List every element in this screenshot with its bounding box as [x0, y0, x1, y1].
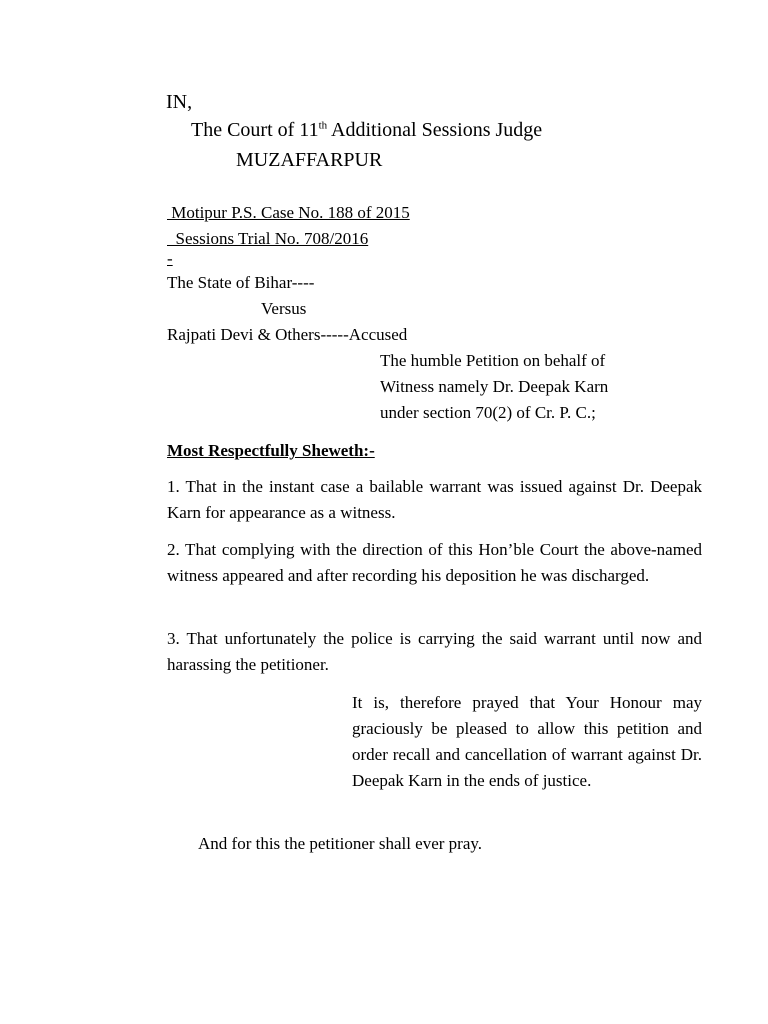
- versus-label: Versus: [261, 299, 307, 318]
- ps-case-number: Motipur P.S. Case No. 188 of 2015: [167, 203, 410, 222]
- sheweth-heading: Most Respectfully Sheweth:-: [167, 441, 375, 460]
- paragraph-3: 3. That unfortunately the police is carrying the said warrant until now and harassing the petitioner.: [167, 629, 702, 674]
- court-title-ordinal: th: [318, 119, 328, 132]
- separator-dash: -: [167, 249, 173, 268]
- petition-title-line-1: The humble Petition on behalf of: [380, 351, 606, 370]
- heading-in: IN,: [166, 91, 193, 113]
- court-place: MUZAFFARPUR: [236, 149, 383, 171]
- party-state: The State of Bihar----: [167, 273, 315, 292]
- closing-line: And for this the petitioner shall ever pray.: [198, 834, 483, 853]
- prayer-paragraph: It is, therefore prayed that Your Honour may graciously be pleased to allow this petition and order recall and cancellation of warrant against Dr. Deepak Karn in the ends of justice.: [352, 693, 702, 790]
- paragraph-2: 2. That complying with the direction of this Hon’ble Court the above-named witness appeared and after recording his deposition he was discharged.: [167, 540, 702, 585]
- party-accused: Rajpati Devi & Others-----Accused: [167, 325, 408, 344]
- petition-title-line-3: under section 70(2) of Cr. P. C.;: [380, 403, 596, 422]
- court-title-prefix: The Court of 11: [191, 119, 319, 141]
- court-title: [191, 120, 542, 140]
- paragraph-1: 1. That in the instant case a bailable warrant was issued against Dr. Deepak Karn for appearance as a witness.: [167, 477, 702, 522]
- court-title-suffix: Additional Sessions Judge: [327, 119, 543, 141]
- sessions-trial-number: Sessions Trial No. 708/2016: [167, 229, 369, 248]
- petition-title-line-2: Witness namely Dr. Deepak Karn: [380, 377, 609, 396]
